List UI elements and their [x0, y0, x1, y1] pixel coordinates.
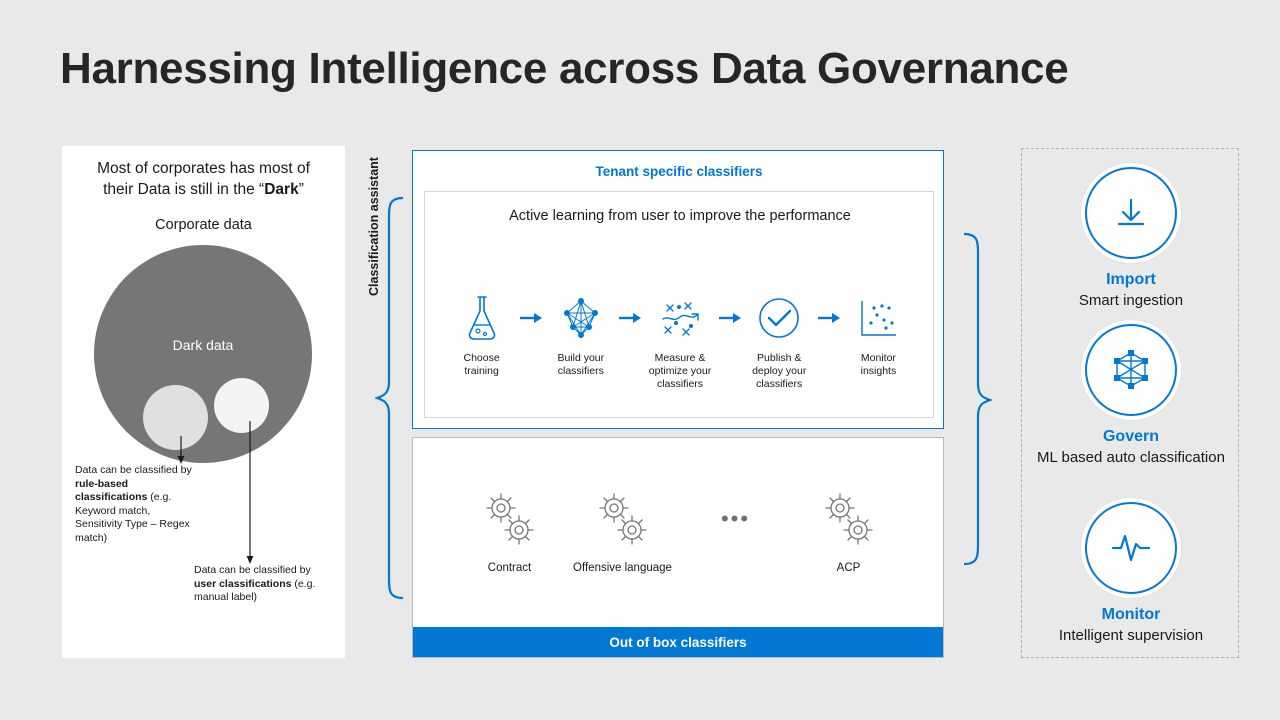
note-user-classification	[194, 564, 327, 605]
flow-arrow-icon	[717, 292, 743, 344]
classifier-flow	[445, 292, 915, 391]
flow-step-label: Choose training	[463, 352, 500, 377]
flow-step-measure-optimize[interactable]	[643, 292, 716, 391]
flow-step-choose-training[interactable]	[445, 292, 518, 378]
note-2-before: Data can be classified by	[194, 564, 311, 576]
chart-insights-icon	[842, 292, 915, 344]
active-learning-panel	[424, 191, 934, 418]
neural-network-icon	[544, 292, 617, 344]
left-bracket	[375, 196, 405, 600]
oob-item-more	[679, 488, 792, 562]
active-learning-text: Active learning from user to improve the performance	[509, 208, 851, 224]
pillar-subtitle: Intelligent supervision	[1058, 627, 1204, 644]
dark-data-circle-label: Dark data	[172, 337, 234, 353]
user-classification-circle	[214, 378, 269, 433]
tenant-specific-classifiers-box	[412, 150, 944, 429]
flask-icon	[445, 292, 518, 344]
pillar-import[interactable]	[1022, 167, 1240, 311]
out-of-box-classifiers-box	[412, 437, 944, 658]
oob-item-acp[interactable]	[792, 488, 905, 574]
download-icon	[1085, 167, 1177, 259]
classification-assistant-label: Classification assistant	[367, 157, 381, 296]
page-title: Harnessing Intelligence across Data Governance	[60, 44, 1069, 93]
oob-item-label: Contract	[487, 562, 532, 574]
flow-arrow-icon	[816, 292, 842, 344]
flow-step-label: Build your classifiers	[557, 352, 605, 377]
dark-data-heading-prefix: their Data is still in the “	[103, 181, 265, 198]
oob-item-contract[interactable]	[453, 488, 566, 574]
ellipsis-icon	[679, 488, 792, 550]
pillar-title: Monitor	[1101, 606, 1161, 623]
ellipsis-dots: •••	[720, 506, 751, 531]
graph-nodes-icon	[1085, 324, 1177, 416]
note-2-bold: user classifications	[194, 577, 292, 590]
gears-icon	[792, 488, 905, 550]
flow-arrow-icon	[617, 292, 643, 344]
dark-data-panel	[62, 146, 345, 658]
dark-data-heading-bold: Dark	[264, 181, 299, 198]
scatter-optimize-icon	[643, 292, 716, 344]
corporate-data-label: Corporate data	[155, 217, 252, 233]
pillar-subtitle: Smart ingestion	[1078, 292, 1184, 309]
pillar-title: Import	[1106, 271, 1156, 288]
out-of-box-items	[413, 488, 945, 574]
note-1-before: Data can be classified by	[75, 464, 192, 476]
note-2-after: (e.g. manual label)	[194, 577, 316, 603]
pillar-subtitle: ML based auto classification	[1037, 449, 1225, 466]
flow-step-publish-deploy[interactable]	[743, 292, 816, 391]
dark-data-heading-suffix: ”	[298, 181, 304, 198]
venn-diagram	[94, 245, 312, 463]
pillar-govern[interactable]	[1022, 324, 1240, 468]
flow-step-monitor-insights[interactable]	[842, 292, 915, 378]
rule-based-circle	[143, 385, 208, 450]
oob-item-label: Offensive language	[573, 562, 672, 574]
gears-icon	[453, 488, 566, 550]
flow-step-label: Publish & deploy your classifiers	[752, 352, 807, 390]
note-1-bold: rule-based classifications	[75, 477, 148, 503]
flow-step-label: Measure & optimize your classifiers	[648, 352, 712, 390]
check-circle-icon	[743, 292, 816, 344]
flow-arrow-icon	[518, 292, 544, 344]
note-rule-based	[75, 464, 195, 545]
tenant-specific-classifiers-title: Tenant specific classifiers	[595, 164, 763, 179]
flow-step-label: Monitor insights	[860, 352, 897, 377]
oob-item-offensive-language[interactable]	[566, 488, 679, 574]
capability-pillars-panel	[1021, 148, 1239, 658]
out-of-box-classifiers-footer: Out of box classifiers	[413, 627, 943, 657]
gears-icon	[566, 488, 679, 550]
note-1-after: (e.g. Keyword match, Sensitivity Type – Regex match)	[75, 491, 190, 544]
pillar-title: Govern	[1102, 428, 1159, 445]
pillar-monitor[interactable]	[1022, 502, 1240, 646]
flow-step-build-classifiers[interactable]	[544, 292, 617, 378]
dark-data-heading	[72, 158, 335, 200]
dark-data-heading-line1: Most of corporates has most of	[97, 160, 310, 177]
right-bracket	[962, 232, 992, 566]
oob-item-label: ACP	[836, 562, 861, 574]
pulse-icon	[1085, 502, 1177, 594]
